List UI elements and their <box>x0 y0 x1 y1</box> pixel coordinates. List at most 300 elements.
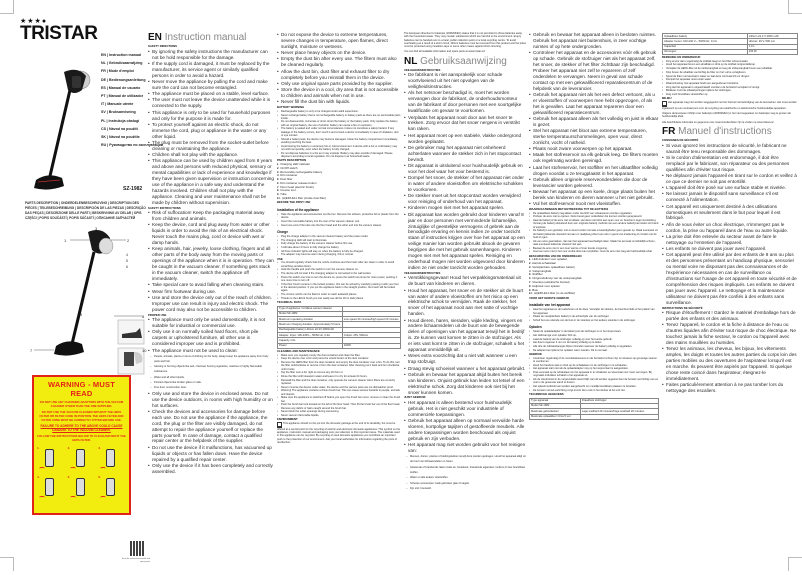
technical-data-table <box>277 306 401 349</box>
list-item: • Insert the removable battery into the rear of the vacuum cleaner unit. <box>277 220 401 223</box>
list-item: • Use and store the device only out of the reach of children. Improper use can result in injury and electric shock. The power cord may also not be accessible to children. <box>148 295 274 313</box>
list-item: • Store the device in a cool, dry area that is not accessible to children and animals when not in use. <box>277 87 401 99</box>
section-title-text: Gebruiksaanwijzing <box>420 55 507 67</box>
list-item: • Make sure the appliance is switched off before you open the brush bar cover, remove or clean the brush bar. <box>277 396 401 403</box>
table-cell: Adapter: Input: 100-240V~, 50/60 Hz, 0.3A <box>278 333 343 338</box>
info-line: You can find all available information and spare parts at www.tristar.eu! <box>404 50 486 54</box>
part-item: • 1. Charging LED indicator <box>277 163 401 166</box>
heading: JUIST GEBRUIK <box>404 395 426 400</box>
svg-text:6: 6 <box>126 265 128 269</box>
svg-text:10: 10 <box>142 348 147 353</box>
warning-text: DO NOT USE ANY CHARGING ADAPTORS WITH THE VACUUM CLEANER OTHER THAN THE ONE SUPPLIED. <box>39 400 124 408</box>
cleaning-list <box>662 60 798 96</box>
rotate-arrow-icon <box>39 496 45 499</box>
filter-icon <box>45 478 54 496</box>
subheading: Installatie van het apparaat <box>529 303 570 308</box>
part-item: • 7. Floor head (electric brush) <box>277 186 401 189</box>
list-item: • Never fill the dust bin with liquids. <box>277 99 401 105</box>
fr-column <box>662 32 798 394</box>
heading: ENVIRONMENT <box>277 417 298 422</box>
list-item: • L'appareil doit être posé sur une surface stable et nivelée. <box>662 185 798 191</box>
section-title-nl <box>404 56 526 68</box>
language-item: DE | Bedienungsanleitung <box>101 77 146 82</box>
list-item: • Remove the HEPA filter from the dust container and empty the dust container over a bin. To do this, turn the filter anticlockwise to remove it from the dust container. After cleaning put it back and turn clockwise until it locks. <box>277 361 401 371</box>
list-item: • Verstikkingsgevaar! Houd het verpakkingsmateriaal uit de buurt van kinderen en dieren. <box>404 275 526 287</box>
list-item: • Warning! The appliance contains a driven brush bar. This can cause serious hazards to people, animals and objects. <box>277 389 401 396</box>
list-item: • Druk eenmaal op de schakelaar om het apparaat in te schakelen en tweemaal voor meer vermogen. Bij nogmaals indrukken schakelt u het apparaat uit. <box>529 371 659 378</box>
list-item: • Controleer regelmatig of de mondstukkussens en de borstelrol schoon zijn om krassen op gevoelige vloeren te voorkomen. <box>529 357 659 364</box>
list-item: • Laad de batterij van de stofzuiger volledig op voor het eerste gebruik. <box>529 338 659 341</box>
heading: SAFETY INSTRUCTIONS <box>148 205 181 210</box>
list-item: • Keep animals, hair, jewelry, loose clothing, fingers and all other parts of the body away from the moving parts or openings of the appliance when it is in operation. They can be caught in the vacuum cleaner. If something gets stuck in the vacuum cleaner, switch the appliance off immediately. <box>148 246 274 281</box>
safety-directions-list <box>148 49 274 206</box>
list-item: • Thanks to the LED-lit brush you can easily see all the dirt in dark places. <box>277 297 401 300</box>
list-item: • Children shall not play with the appliance. <box>148 152 274 158</box>
list-item: • La prise doit être enlevée du secteur avant de faire le nettoyage ou l'entretien de l'appareil. <box>662 234 798 246</box>
list-item: • Les enfants ne doivent pas jouer avec l'appareil. <box>662 246 798 252</box>
battery-warning-list <box>277 110 401 159</box>
rotate-arrow-icon <box>70 467 76 470</box>
technical-data-table <box>529 398 659 420</box>
list-item: • Steek de oplaadadapter in de batterij van de stofzuiger en in het stopcontact. <box>529 330 659 333</box>
list-item: • Tenez l'appareil, le cordon et la fiche à distance de l'eau ou d'autres liquides afin d'éviter tout risque de choc électrique. Ne touchez jamais la fiche secteur, le cordon ou l'appareil avec des mains mouillées ou humides. <box>662 322 798 346</box>
heading: TECHNICAL DATA <box>277 299 302 304</box>
table-cell: Output: 26V, 500mA <box>342 333 400 338</box>
list-item: • Gooi een accu niet in het vuur omdat deze kan ontploffen. Gooi de accu niet weg als huishoudelijk afval. <box>529 250 659 253</box>
list-item: • De oplaadbare batterij mag alleen onder toezicht van volwassenen worden opgeladen. <box>529 212 659 215</box>
list-item: • Gebruik alleen originele reserveonderdelen die door de leverancier worden geleverd. <box>529 177 659 189</box>
subheading: Charge <box>277 230 288 235</box>
warning-text: FOLLOW THE INSTRUCTIONS BELOW TO CLEAN AND REFIT THE HEPA FILTER. <box>37 434 126 442</box>
part-item: • 8. Crevice tool <box>277 189 401 192</box>
language-item: NL | Gebruiksaanwijzing <box>101 61 143 66</box>
language-list <box>101 51 164 149</box>
filter-step <box>37 475 65 501</box>
nl-column-2 <box>529 32 659 420</box>
list-item: • Plaats de verwijderbare batterij in de achterzijde van de stofzuiger. <box>529 315 659 318</box>
table-cell: Maximale gebruiksduur <box>530 409 581 414</box>
list-item: • Houd het apparaat, het snoer en de stekker uit de buurt van water of andere vloeistoffen om het risico op een elektrische schok te vermijden. Raak de stekker, het snoer of het apparaat nooit aan met natte of vochtige handen. <box>404 288 526 318</box>
safety-instructions-list <box>404 275 526 395</box>
table-cell: Rechargeable battery Lithium 22.2V 2000mAh <box>278 327 343 332</box>
list-item: • Never recharge battery that is not rechargeable battery or battery pack as there are no serviceable parts inside. <box>277 114 401 121</box>
list-item: • Ne déplacez jamais l'appareil en tirant sur le cordon et veillez à ce que ce dernier ne soit pas entortillé. <box>662 173 798 185</box>
heading: REINIGING EN ONDERHOUD <box>662 55 701 60</box>
list-item: • The user must not leave the device unattended while it is connected to the supply. <box>148 97 274 109</box>
list-item: • The appliance must be placed on a stable, level surface. <box>148 91 274 97</box>
list-item: • The appliance must only be used domestically, it is not suitable for industrial or commercial use. <box>148 317 274 329</box>
crop-mark-bottom-left <box>0 557 14 571</box>
list-item: • De fabrikant is niet aansprakelijk voor schade voortvloeiend uit het niet opvolgen van de veiligheidsinstructies. <box>404 72 526 90</box>
list-item: • Dit apparaat kan worden gebruikt door kinderen vanaf 8 jaar en door personen met verminderde lichamelijke, zintuiglijke of geestelijke vermogens of gebrek aan de benodigde ervaring en kennis indien ze onder toezicht staan of instructies krijgen over hoe het apparaat op een veilige manier kan worden gebruikt alsook de gevaren begrijpen die met het gebruik samenhangen. Kinderen mogen niet met het apparaat spelen. Reiniging en onderhoud mogen niet worden uitgevoerd door kinderen indien ze niet onder toezicht worden gehouden. <box>404 212 526 271</box>
list-item: • Only use and store the device in enclosed areas. Do not use the device outdoors, in rooms with high humidity or on hot surfaces. <box>148 391 274 409</box>
list-item: • Do not disassemble, incinerate or short circuit the battery or the battery pack. Only replace the battery with an original battery, the use of another battery can cause a fire or explosion. <box>277 120 401 127</box>
part-item: • 7. Vloerkop (elektrische borstel) <box>529 281 659 284</box>
list-item: • It will take about 4 hours to fully charge the battery. <box>277 246 401 249</box>
parts-diagram-drawing <box>30 226 150 376</box>
safety-instructions-list <box>662 310 798 394</box>
charge-list <box>277 235 401 257</box>
heading: USE <box>277 256 283 261</box>
battery-directive-text: Volgens de Europese richtlijn voor batterijen (2006/66/EC) is het niet toegestaan om batterijen weg te gooien als huishoudelijk afval. <box>662 112 791 119</box>
list-item: • Insert one end of the tube into the floor head and the other end into the vacuum cleaner. <box>277 224 401 227</box>
use-list <box>277 261 401 300</box>
list-item: • Verwijder de HEPA-filter uit de stofopvangbak en leeg de stofopvangbak boven een afvalbak. <box>662 67 798 70</box>
language-code: NL <box>404 55 418 67</box>
table-row <box>278 343 401 348</box>
list-item: • The device will not start if the charging adapter is connected to the wall socket. <box>277 272 401 275</box>
proper-use-list <box>148 317 274 474</box>
filter-icon <box>76 478 85 496</box>
table-cell: Type of appliance: Cordless vacuum cleaner <box>278 306 343 311</box>
table-cell: 1,0 L <box>747 44 797 49</box>
list-item: • Should a battery leak, the device may become damaged. Clean the battery compartment immediately, avoiding touching the leak. <box>277 138 401 145</box>
filter-step <box>37 446 65 472</box>
list-item: • This appliance is only to be used for household purposes and only for the purpose it is made for. <box>148 110 274 122</box>
language-code: EN <box>148 32 162 43</box>
language-code: FR <box>662 126 676 138</box>
language-item: RU | Руководство по эксплуатации <box>101 143 164 148</box>
list-item: • Zuig nooit brandbare vloeistoffen op. <box>662 93 798 96</box>
part-item: • 2. Aan/uit-schakelaar <box>529 262 659 265</box>
step-number: 6. <box>98 475 101 479</box>
list-item: • Gebruik en bewaar het apparaat alleen in besloten ruimtes. Gebruik het apparaat niet buitenshuis, in zeer vochtige ruimtes of op hete ondergronden. <box>529 32 659 50</box>
filter-step <box>68 475 96 501</box>
heading: BEFORE THE FIRST USE <box>277 200 311 205</box>
heading: GEBRUIK <box>529 352 542 357</box>
language-item: SV | Bruksanvisning <box>101 110 136 115</box>
list-item: • Rinse the filter with lukewarm water and leave it to dry for at least 24 hours. <box>277 375 401 378</box>
list-item: • Bewaar het apparaat op een koele, droge plaats buiten het bereik van kinderen en dieren wanneer u het niet gebruikt. <box>529 189 659 201</box>
filter-step <box>98 475 126 501</box>
battery-directive-text: The European directive for batteries (2006/66/EC) states that it is not permitted to throw batteries away with the household waste. They may contain substances which are harmful to the environment. Empty batteries can be handed over to a local, public collection point or a local recycling centre. To avoid overheating as a result of a short circuit, lithium batteries must be removed from this product and the poles must be protected using insulation tape or some other means against short circuiting. <box>404 32 526 49</box>
technical-data-table-continued <box>662 33 798 55</box>
battery-warning-list <box>529 212 659 254</box>
filter-step <box>98 446 126 472</box>
filter-icon <box>45 449 54 467</box>
heading: CONSIGNES DE SÉCURITÉ <box>662 138 699 143</box>
charge-list <box>529 330 659 352</box>
proper-use-list-continued <box>277 32 401 105</box>
part-item: • 5. Stoffilter <box>529 273 659 276</box>
safety-directions-list <box>404 72 526 270</box>
table-cell: 100 W <box>747 49 797 54</box>
heading: VEILIGHEIDSINSTRUCTIES <box>404 67 441 72</box>
filter-icon <box>106 449 115 467</box>
list-item: • Dit apparaat is uitsluitend voor huishoudelijk gebruik en voor het doel waar het voor bestemd is. <box>404 163 526 175</box>
list-item: • Zorg dat het apparaat is uitgeschakeld voordat u de borstelrol verwijdert of reinigt. <box>662 86 798 89</box>
section-title-text: Manuel d'instructions <box>678 126 772 138</box>
list-subitem: – Fijn stof, bouwstof. <box>404 486 526 491</box>
table-cell: Capaciteit <box>663 44 748 49</box>
part-item: • 10. (H)EPA E11-filter (in de stoffilter) <box>529 292 659 295</box>
list-item: • Never vacuum flammable liquids. <box>277 414 401 417</box>
table-row <box>663 49 798 54</box>
subheading: Installation of the appliance <box>277 208 319 213</box>
crop-mark-top-left <box>0 0 14 14</box>
table-cell: Vermogen <box>663 49 748 54</box>
list-item: • Wear firm footwear during use. <box>148 289 274 295</box>
step-number: 5. <box>67 475 71 479</box>
parts-list <box>529 258 659 296</box>
list-item: • Waarschuwing: Het apparaat heeft een aangedreven borstelrol. <box>662 82 798 85</box>
list-item: • Klop boven de afvalbak voorzichtig de filter om het vuil te verwijderen. <box>662 71 798 74</box>
list-item: • Het apparaat start niet als de oplaadadapter nog op het stopcontact is aangesloten. <box>529 367 659 370</box>
list-item: • Fully charge the battery of the vacuum cleaner before first use. <box>277 242 401 245</box>
crop-mark-top-right <box>788 0 802 14</box>
list-item: • Vul het stofreservoir nooit met vloeistoffen. <box>529 201 659 207</box>
table-cell: Model SZ-1982 <box>530 403 581 408</box>
list-subitem: – Glowing or burning objects like ash, charcoal, burning cigarettes, matches or highly flammable substances. <box>148 364 274 374</box>
rotate-arrow-icon <box>100 467 106 470</box>
list-item: • Haal het apparaat en de toebehoren uit de doos. Verwijder de stickers, de beschermfolie of het plastic van het apparaat. <box>529 308 659 315</box>
table-cell: Draadloze stofzuiger <box>580 398 658 403</box>
table-cell: Maximum charging duration: Approximately 5 hours <box>278 322 343 327</box>
model-number: SZ-1982 <box>123 186 143 192</box>
list-item: • Only use original spare parts provided by the supplier. <box>277 81 401 87</box>
parts-diagram <box>30 226 150 376</box>
subheading: Opladen <box>529 325 542 330</box>
list-item: • The appliance must not be used to clean: <box>148 348 274 354</box>
list-subitem: – Water en alle andere vloeistoffen. <box>404 475 526 480</box>
svg-text:9: 9 <box>80 312 83 317</box>
list-item: • Keep the device, cord and plug away from water or other liquids in order to avoid the risk of an electrical shock. Never touch the mains plug, cord or device with wet or damp hands. <box>148 222 274 246</box>
list-item: • The plug must be removed from the socket-outlet before cleaning or maintaining the appliance. <box>148 140 274 152</box>
list-item: • Het apparaat mag niet worden gebruikt voor het reinigen van: <box>404 442 526 454</box>
safety-directions-list <box>662 143 798 306</box>
table-cell: Low speed 40 minutes/high speed 20 minutes <box>342 317 400 322</box>
heading: VEILIGHEIDSINSTRUCTIES <box>404 270 441 275</box>
list-item: • Bewaar de accu niet in een zeer warme of zeer koude omgeving. <box>529 247 659 250</box>
list-item: • Blokkeer nooit de uitlaatopeningen tijdens het stofzuigen. <box>662 89 798 92</box>
part-item: • 4. Dirt container <box>277 174 401 177</box>
list-item: • Verplaats het apparaat nooit door aan het snoer te trekken. Zorg ervoor dat het snoer nergens in verstrikt kan raken. <box>404 115 526 133</box>
warning-box <box>32 375 131 515</box>
heading: WAARSCHUWINGEN MET BETREKKING TOT DE BATTERIJ <box>529 207 609 212</box>
list-item: • Risk of suffocation! Keep the packaging material away from children and animals. <box>148 210 274 222</box>
list-item: • Gebruik het apparaat alleen als het volledig en juist in elkaar is gezet. <box>529 116 659 128</box>
cleaning-list <box>277 354 401 418</box>
parts-list <box>277 163 401 201</box>
proper-use-list-continued <box>529 32 659 207</box>
part-item: • 6. Ontgrendelknop van de vuilopvangbak <box>529 277 659 280</box>
list-item: • Gebruik het apparaat alleen op normaal vervuilde harde vloeren, kortpolige tapijten of gestoffeerde meubels. Alle andere toepassingen worden beschouwd als onjuist gebruik en zijn verboden. <box>404 418 526 442</box>
list-item: • De batterij is een gesloten unit en levert onder normale omstandigheden geen gevaar op. Raak eventueel uit de batterij lekkende vloeistof niet aan en raadpleeg direct een arts in geval van inademing of contact met de huid of ogen. <box>529 229 659 239</box>
table-cell: Adapter Invoer: 100-240 V~, 50/60 Hz, 0,3 A <box>663 39 748 44</box>
brand-logo: TRISTAR <box>20 23 98 44</box>
list-item: • Stel het apparaat niet bloot aan extreme temperaturen, sterke temperatuurschommelingen, open vuur, direct zonlicht, vocht of natheid. <box>529 128 659 146</box>
section-title-fr <box>662 126 798 138</box>
list-item: • Si vous ignorez les instructions de sécurité, le fabricant ne saurait être tenu responsable des dommages. <box>662 143 798 155</box>
list-subitem: – Fine dust, construction dust. <box>148 385 274 390</box>
list-item: • Afin de vous éviter un choc électrique, n'immergez pas le cordon, la prise ou l'appareil dans de l'eau ou autre liquide. <box>662 222 798 234</box>
list-item: • The battery is sealed and under normal circumstances it does not constitute a safety hazard. If any leakage of the battery occurs, don't touch it and consult a doctor immediately in case of inhalation, skin or eye contact. <box>277 127 401 137</box>
list-item: • Hold the handle and push the switch to turn the vacuum cleaner on. <box>277 268 401 271</box>
part-item: • 1. LED-indicator voor opladen <box>529 258 659 261</box>
part-item: • 8. Hulpstuk voor spleten <box>529 285 659 288</box>
vacuum-cleaner-image <box>28 68 98 198</box>
list-item: • Probeer de accu niet te openen. Deze bevat geen onderdelen die kunnen worden gerepareerd. <box>529 215 659 218</box>
list-item: • Rechargeable battery is only to be charged under adult supervision. <box>277 110 401 113</box>
language-item: FR | Mode d'emploi <box>101 69 134 74</box>
list-item: • Plug the charge adapter in the vacuum cleaner battery and the power outlet. <box>277 235 401 238</box>
list-item: • Als een accu gaat lekken, dan kan het apparaat beschadigd raken. Maak het accuvak onmiddellijk schoon, raak eventueel lekkende vloeistof niet aan. <box>529 240 659 247</box>
filter-icon <box>106 478 115 496</box>
list-item: • Never move the appliance by pulling the cord and make sure the cord can not become entangled. <box>148 79 274 91</box>
crop-mark-bottom-right <box>788 557 802 571</box>
part-item: • 9. Tube <box>277 193 401 196</box>
list-item: • Si le cordon d'alimentation est endommagé, il doit être remplacé par le fabricant, son réparateur ou des personnes qualifiées afin d'éviter tout risque. <box>662 155 798 173</box>
list-item: • De stekker moet uit het stopcontact worden verwijderd voor reiniging of onderhoud van het apparaat. <box>404 193 526 205</box>
list-item: • Avoid storing the battery in extremely hot or cold environment. A device with a hot or cold battery may not work temporarily, even when the battery is fully charged. <box>277 145 401 152</box>
list-subitem: – People, animals, plants or items of clothing on the body, always keep the appliance away from body parts and hair. <box>148 354 274 364</box>
list-item: • The adapter may become warm during charging, this is normal. <box>277 253 401 256</box>
filter-step <box>68 446 96 472</box>
list-item: • Als de vloerborstel in de vergrendelde stand blijft, kan dit worden opgelost door de borstel voorzichtig met uw voet in de gewenste stand te duwen. <box>529 378 659 385</box>
list-item: • Schuif het ene uiteinde van de buis in de vloerkop en het andere uiteinde in de stofzuiger. <box>529 319 659 322</box>
heading: PROPER USE <box>148 312 167 317</box>
parts-description-heading: PARTS DESCRIPTION | ONDERDELENBESCHRIJVING | DESCRIPTION DES PIÈCES | TEILEBESCHREIBUNG | DESCRIPCIÓN DE LAS PIEZAS | DESCRIÇÃO DAS PEÇAS | DESCRIZIONE DELLE PARTI | BESKRIVNING AV DELAR | OPIS CZĘŚCI | POPIS SOUČÁSTÍ | POPIS SÚČASTÍ | ОПИСАНИЕ ЗАПЧАСТЕЙ <box>25 201 146 220</box>
language-item: CS | Návod na použití <box>101 126 138 131</box>
list-item: • Tap the filter over a bin right to remove any dirt from it. <box>277 371 401 374</box>
paragraph <box>662 101 798 110</box>
part-item: • 3. Removable rechargeable battery <box>277 171 401 174</box>
heading: BESCHRIJVING VAN DE ONDERDELEN <box>529 253 582 258</box>
language-item: PL | Instrukcja obsługi <box>101 118 140 123</box>
language-item: EN | Instruction manual <box>101 53 142 57</box>
en-column-2 <box>277 32 401 446</box>
rotate-arrow-icon <box>100 496 106 499</box>
part-item: • 4. Vuilopvangbak <box>529 270 659 273</box>
list-item: • You should regularly check that the nozzle cushions and the brush roller are clean in order to avoid scratching sensitive floors. <box>277 261 401 268</box>
list-item: • Never immerse the device under water, the device and the various parts are not dishwasher proof. <box>277 386 401 389</box>
list-item: • Cet appareil est uniquement destiné à des utilisations domestiques et seulement dans le but pour lequel il est fabriqué. <box>662 204 798 222</box>
list-item: • Laat het stofreservoir, het stoffilter en het uitlaatfilter volledig drogen voordat u ze terugplaatst in het apparaat. <box>529 165 659 177</box>
list-item: • Gebruik het apparaat niet als het een defect vertoont, als u er vloeistoffen of voorwerpen mee hebt opgezogen, of als het is gevallen. Laat het apparaat repareren door een gekwalificeerd reparatiecentrum. <box>529 92 659 116</box>
list-item: • Draag stevig schoeisel wanneer u het apparaat gebruikt. <box>404 366 526 372</box>
list-item: • By ignoring the safety instructions the manufacturer can not be hold responsible for the damage. <box>148 49 274 61</box>
part-item: • 3. Verwijderbare oplaadbare batterij <box>529 266 659 269</box>
installation-list <box>529 308 659 322</box>
list-item: • Allow the dust bin, dust filter and exhaust filter to dry completely before you reinstall them in the device. <box>277 69 401 81</box>
list-item: • Haal de batterij of de accu niet uit elkaar, stel deze niet bloot aan open vuur en bescherm tegen kortsluiting. Vervang de batterij uitsluitend door een originele batterij. Gebruik van een andere batterij kan leiden tot brand of explosie. <box>529 219 659 229</box>
list-item: • Spoel de filter met lauwwarm water en laat deze minimaal 24 uur drogen. <box>662 75 798 78</box>
heading: SAFETY DIRECTIONS <box>148 44 178 48</box>
table-cell: Oplaadbare batterij <box>663 34 748 39</box>
svg-text:1: 1 <box>64 238 67 243</box>
list-item: • Risque d'étouffement ! Gardez le matériel d'emballage hors de portée des enfants et des animaux. <box>662 310 798 322</box>
qr-code-icon[interactable] <box>130 541 145 556</box>
list-item: • Gebruik en bewaar het apparaat altijd buiten het bereik van kinderen. Onjuist gebruik kan leiden tot letsel of een elektrische schok. Zorg dat kinderen ook niet bij het snoer kunnen komen. <box>404 372 526 396</box>
warning-text-emphasis: FAILURE TO ADHERE TO THE ABOVE COULD CAUSE DAMAGE TO THE VACUUM CLEANER. <box>40 424 123 432</box>
list-item: • Only use it on normally soiled hard floors, short pile carpets or upholstered furniture, all other use is considered improper use and is prohibited. <box>148 329 274 347</box>
list-item: • Never place heavy objects on the device. <box>277 50 401 56</box>
list-item: • Dompel het apparaat nooit onder water. <box>662 78 798 81</box>
list-item: • De borstel met led-verlichting zorgt ervoor dat u ook in het donker al het vuil ziet. <box>529 389 659 392</box>
list-item: • The charging LED will start to illuminate. <box>277 239 401 242</box>
list-item: • Kinderen mogen niet met het apparaat spelen. <box>404 205 526 211</box>
list-item: • If the supply cord is damaged, it must be replaced by the manufacturer, its service agent or similarly qualified persons in order to avoid a hazard. <box>148 61 274 79</box>
list-item: • Make sure you regularly empty the dust container and clean the filter. <box>277 354 401 357</box>
list-item: • This appliance can be used by children aged from 8 years and above and persons with reduced physical, sensory or mental capabilities or lack of experience and knowledge if they have been given supervision or instruction concerning use of the appliance in a safe way and understand the hazards involved. Children shall not play with the appliance. Cleaning and user maintenance shall not be made by children without supervision. <box>148 158 274 205</box>
svg-text:2: 2 <box>127 238 130 243</box>
list-item: • De adapter kan tijdens het opladen warm worden. Dit is normaal. <box>529 349 659 352</box>
table-cell: Type apparaat <box>530 398 581 403</box>
list-item: • Alle drie de indicatorlampjes blijven branden wanneer de batterij volledig is opgeladen. <box>529 345 659 348</box>
filter-icon <box>76 449 85 467</box>
list-item: • Do not dispose batteries in a fire as it may explode. Battery may also explode if damaged. Please dispose it according to local regulation. Do not dispose it as household waste. <box>277 152 401 159</box>
list-item: • Cet appareil peut être utilisé par des enfants de 8 ans ou plus et des personnes présentant un handicap physique, sensoriel ou mental voire ne disposant pas des connaissances et de l'expérience nécessaires en cas de surveillance ou d'instructions sur l'usage de cet appareil en toute sécurité et de compréhension des risques impliqués. Les enfants ne doivent pas jouer avec l'appareil. Le nettoyage et la maintenance utilisateur ne doivent pas être confiés à des enfants sans surveillance. <box>662 252 798 305</box>
nl-column-1 <box>404 32 526 491</box>
part-item: • 6. Dirt container release button <box>277 182 401 185</box>
proper-use-list <box>404 400 526 491</box>
list-item: • If the floor brush remains in the locked position, this can be solved by carefully pushing it with your foot in the desired position. If you put the appliance back in the straight position, the brush will be locked again. <box>277 283 401 293</box>
warning-title: WARNING - MUST READ <box>48 380 115 398</box>
table-cell: Maximale oplaadduur Circa 5 uur <box>530 414 581 419</box>
list-item: • Do not expose the device to extreme temperatures, severe changes in temperature, open flames, direct sunlight, moisture or wetness. <box>277 32 401 50</box>
table-cell: Capacity 1.0L <box>278 338 343 343</box>
list-item: • Dompel het snoer, de stekker of het apparaat niet onder in water of andere vloeistoffen om elektrische schokken te voorkomen. <box>404 175 526 193</box>
heading: CLEANING AND MAINTENANCE <box>277 348 320 353</box>
list-item: • Reinstall the filter and the dust container, only operate the vacuum cleaner when filters are correctly replaced. <box>277 379 401 386</box>
paragraph <box>277 422 401 444</box>
list-item: • Take special care to avoid falling when cleaning stairs. <box>148 282 274 288</box>
list-item: • Do not use the device if it malfunctions, has vacuumed up liquids or objects or has fallen down. Have the device repaired by a qualified repair center. <box>148 445 274 463</box>
heading: MILIEU <box>662 96 672 101</box>
installation-list <box>277 213 401 227</box>
list-subitem: – Gloeiende of brandende zaken zoals as, houtskool, brandende sigaretten, lucifers of zeer brandbare stoffen. <box>404 465 526 475</box>
step-number: 3. <box>98 446 101 450</box>
rotate-arrow-icon <box>39 467 45 470</box>
table-cell: Lage snelheid 40 minuten/hoge snelheid 20 minuten <box>580 409 658 414</box>
table-cell <box>580 414 658 419</box>
safety-instructions-list <box>148 210 274 312</box>
list-item: • Houd het handvat vast en druk op de schakelaar om de stofzuiger in te schakelen. <box>529 364 659 367</box>
list-item: • All three indicator lights will stay on when the battery is fully be charged. <box>277 250 401 253</box>
heading: BATTERY WARNING <box>277 105 305 110</box>
list-item: • Houd het apparaat boven een afvalbak en druk op de stofbak ontgrendelknop. <box>662 63 798 66</box>
list-subitem: – Water and all other liquids. <box>148 375 274 380</box>
heading: VOOR HET EERSTE GEBRUIK <box>529 295 570 300</box>
section-title-text: Instruction manual <box>164 32 247 43</box>
list-item: • Empty the dust bin after every use. The filters must also be cleaned regularly. <box>277 56 401 68</box>
list-item: • Als het netsnoer beschadigd is, moet het worden vervangen door de fabrikant, de onderhoudsmonteur van de fabrikant of door personen met een soortgelijke kwalificatie om gevaar te voorkomen. <box>404 90 526 114</box>
table-cell: 100W <box>342 343 400 348</box>
environment-text: This appliance should not be put into the domestic garbage at the end of its durability, but must be offered at a central point for the recycling of electric and electronic domestic appliances. This symbol on the appliance, instruction manual and packaging puts your attention to this important issue. The materials used in this appliance can be recycled. By recycling of used domestic appliances you contribute an important push to the protection of our environment. Ask your local authorities for information regarding the point of recollection. <box>277 421 401 444</box>
environment-text: Het apparaat mag niet worden weggegooid met het huisvuil na beëindiging van de levensduur. Het moet worden ingeleverd op een centraal punt voor de recycling van elektrische en elektronische huishoudelijke apparaten. <box>662 100 797 110</box>
list-subitem: – Mensen, dieren, planten of kledingstukken terwijl deze worden gedragen. Houd het apparaat altijd uit de buurt van lichaamsdelen en haren. <box>404 454 526 464</box>
svg-text:7: 7 <box>30 348 33 353</box>
list-item: • Het apparaat moet op een stabiele, vlakke ondergrond worden geplaatst. <box>404 133 526 145</box>
brand-stars-icon: ★★★● <box>20 18 48 25</box>
list-item: • The crevice nozzle can be fitted in order to reach awkward places. <box>277 293 401 296</box>
svg-text:8: 8 <box>142 314 145 319</box>
rotate-arrow-icon <box>70 496 76 499</box>
list-item: • Controleer het apparaat en de accessoires vóór elk gebruik op schade. Gebruik de stofzuiger niet als het apparaat zelf, het snoer, de stekker of het filter zichtbaar zijn beschadigd. Probeer het apparaat niet zelf te repareren of zelf onderdelen te vervangen. Neem in geval van schade contact op met een gekwalificeerd reparatiecentrum of de helpdesk van de leverancier. <box>529 50 659 91</box>
svg-text:5: 5 <box>126 259 128 263</box>
svg-text:3: 3 <box>95 226 98 231</box>
list-subitem: – Pointed objects like broken glass or nails. <box>148 380 274 385</box>
list-item: • Faites particulièrement attention à ne pas tomber lors du nettoyage des escaliers. <box>662 382 798 394</box>
list-item: • Het LED-lampje voor opladen licht op. <box>529 334 659 337</box>
heading: PARTS DESCRIPTION <box>277 158 307 163</box>
info-line: Alle beschikbare informatie en gegevens over reserveonderdelen zijn te vinden op www.tristar.eu! <box>662 120 774 124</box>
part-item: • 9. Buis <box>529 289 659 292</box>
list-subitem: – Scherpe voorwerpen zoals gebroken glas of nagels. <box>404 481 526 486</box>
part-item: • 10. (H)EPA E11 filter (inside dust filter) <box>277 197 401 200</box>
en-column-1 <box>148 32 274 475</box>
svg-text:4: 4 <box>126 253 128 257</box>
